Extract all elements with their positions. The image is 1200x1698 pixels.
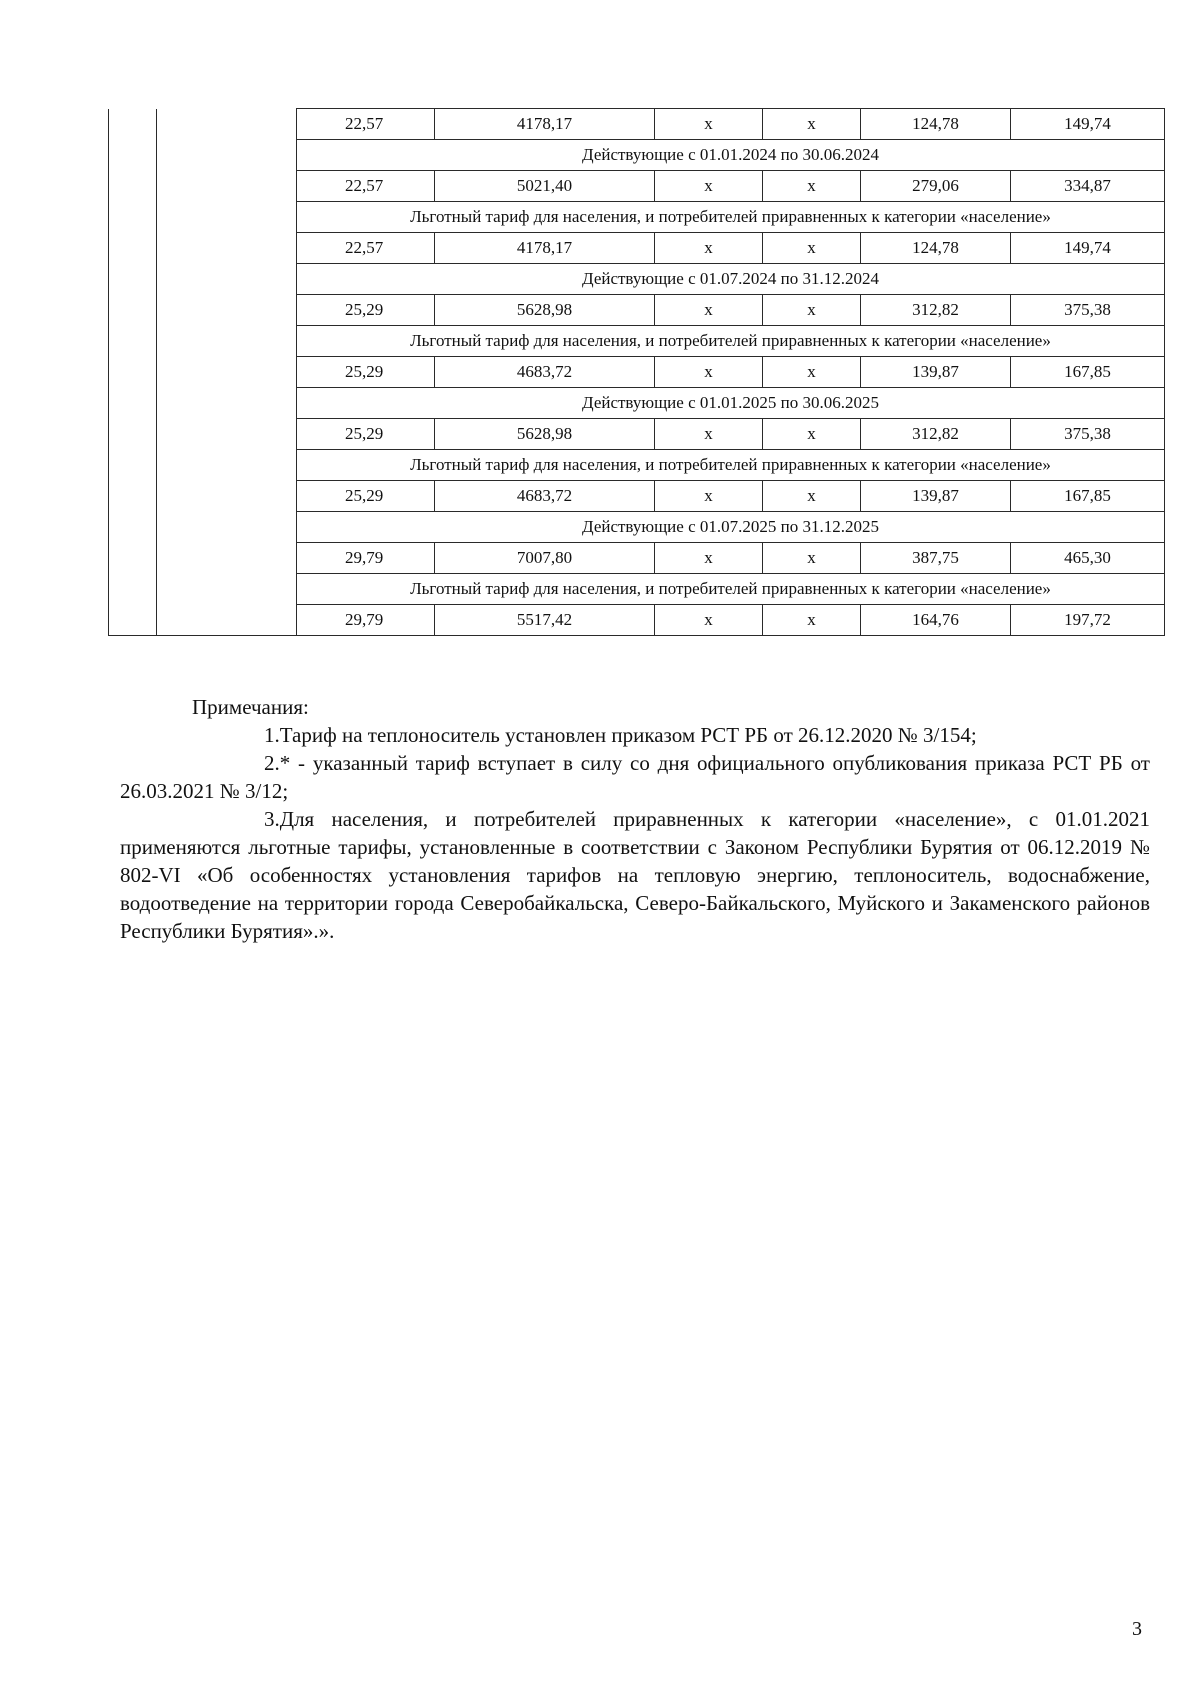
table-side-cell — [157, 264, 297, 295]
table-side-cell — [109, 605, 157, 636]
table-period-header-row — [109, 450, 1165, 481]
note-number: 2. — [264, 751, 280, 775]
table-period-header-row — [109, 388, 1165, 419]
table-cell-v2: 4178,17 — [435, 233, 655, 264]
table-cell-v5: 139,87 — [861, 481, 1011, 512]
table-cell-v2: 4683,72 — [435, 481, 655, 512]
page-number: 3 — [1132, 1618, 1142, 1640]
table-cell-v4: х — [763, 233, 861, 264]
table-period-header-row — [109, 574, 1165, 605]
table-cell-v1: 22,57 — [297, 233, 435, 264]
table-cell-v6: 465,30 — [1011, 543, 1165, 574]
table-cell-v3: х — [655, 605, 763, 636]
table-side-cell — [109, 233, 157, 264]
note-number: 1. — [264, 723, 280, 747]
table-side-cell — [109, 543, 157, 574]
table-row — [109, 109, 1165, 140]
table-cell-v6: 197,72 — [1011, 605, 1165, 636]
period-header-cell: Льготный тариф для населения, и потребителей приравненных к категории «население» — [297, 450, 1165, 481]
tariff-table-body — [109, 109, 1165, 636]
table-row — [109, 605, 1165, 636]
table-cell-v4: х — [763, 295, 861, 326]
table-row — [109, 419, 1165, 450]
table-period-header-row — [109, 264, 1165, 295]
table-cell-v5: 124,78 — [861, 233, 1011, 264]
table-cell-v1: 22,57 — [297, 109, 435, 140]
table-side-cell — [109, 388, 157, 419]
table-cell-v3: х — [655, 419, 763, 450]
table-cell-v6: 167,85 — [1011, 481, 1165, 512]
note-text: Тариф на теплоноситель установлен приказом РСТ РБ от 26.12.2020 № 3/154; — [279, 723, 977, 747]
table-side-cell — [109, 202, 157, 233]
table-side-cell — [157, 419, 297, 450]
table-cell-v6: 149,74 — [1011, 233, 1165, 264]
table-row — [109, 543, 1165, 574]
table-cell-v3: х — [655, 543, 763, 574]
table-cell-v4: х — [763, 109, 861, 140]
table-cell-v1: 25,29 — [297, 481, 435, 512]
table-side-cell — [157, 512, 297, 543]
table-row — [109, 481, 1165, 512]
table-cell-v2: 5517,42 — [435, 605, 655, 636]
table-cell-v3: х — [655, 233, 763, 264]
table-cell-v6: 375,38 — [1011, 419, 1165, 450]
table-cell-v4: х — [763, 605, 861, 636]
table-side-cell — [157, 233, 297, 264]
table-cell-v1: 25,29 — [297, 295, 435, 326]
table-cell-v5: 164,76 — [861, 605, 1011, 636]
table-side-cell — [157, 481, 297, 512]
table-side-cell — [109, 171, 157, 202]
table-period-header-row — [109, 512, 1165, 543]
table-side-cell — [157, 171, 297, 202]
table-cell-v1: 22,57 — [297, 171, 435, 202]
table-cell-v6: 167,85 — [1011, 357, 1165, 388]
table-cell-v2: 5628,98 — [435, 419, 655, 450]
table-side-cell — [157, 543, 297, 574]
table-cell-v3: х — [655, 295, 763, 326]
period-header-cell: Льготный тариф для населения, и потребителей приравненных к категории «население» — [297, 326, 1165, 357]
table-row — [109, 295, 1165, 326]
period-header-cell: Действующие с 01.01.2024 по 30.06.2024 — [297, 140, 1165, 171]
table-cell-v1: 25,29 — [297, 357, 435, 388]
table-cell-v2: 7007,80 — [435, 543, 655, 574]
table-side-cell — [109, 419, 157, 450]
table-cell-v5: 124,78 — [861, 109, 1011, 140]
table-side-cell — [157, 109, 297, 140]
table-cell-v4: х — [763, 357, 861, 388]
table-side-cell — [157, 605, 297, 636]
table-side-cell — [109, 450, 157, 481]
table-side-cell — [157, 140, 297, 171]
table-cell-v6: 334,87 — [1011, 171, 1165, 202]
period-header-cell: Льготный тариф для населения, и потребителей приравненных к категории «население» — [297, 202, 1165, 233]
period-header-cell: Льготный тариф для населения, и потребителей приравненных к категории «население» — [297, 574, 1165, 605]
table-side-cell — [157, 357, 297, 388]
table-side-cell — [109, 512, 157, 543]
period-header-cell: Действующие с 01.07.2024 по 31.12.2024 — [297, 264, 1165, 295]
table-period-header-row — [109, 140, 1165, 171]
table-cell-v1: 29,79 — [297, 543, 435, 574]
note-item-1 — [120, 721, 1150, 749]
table-side-cell — [157, 326, 297, 357]
tariff-table — [108, 108, 1165, 636]
table-cell-v5: 312,82 — [861, 295, 1011, 326]
table-side-cell — [109, 295, 157, 326]
table-side-cell — [157, 202, 297, 233]
notes-title: Примечания: — [192, 695, 309, 719]
table-cell-v6: 375,38 — [1011, 295, 1165, 326]
period-header-cell: Действующие с 01.01.2025 по 30.06.2025 — [297, 388, 1165, 419]
note-item-3 — [120, 805, 1150, 945]
table-cell-v5: 312,82 — [861, 419, 1011, 450]
table-cell-v3: х — [655, 481, 763, 512]
table-cell-v5: 279,06 — [861, 171, 1011, 202]
table-side-cell — [157, 574, 297, 605]
table-cell-v2: 5628,98 — [435, 295, 655, 326]
table-row — [109, 357, 1165, 388]
table-cell-v4: х — [763, 481, 861, 512]
table-cell-v5: 139,87 — [861, 357, 1011, 388]
period-header-cell: Действующие с 01.07.2025 по 31.12.2025 — [297, 512, 1165, 543]
table-cell-v2: 4683,72 — [435, 357, 655, 388]
table-side-cell — [109, 140, 157, 171]
table-side-cell — [109, 326, 157, 357]
table-side-cell — [109, 481, 157, 512]
table-side-cell — [157, 450, 297, 481]
table-cell-v4: х — [763, 419, 861, 450]
note-number: 3. — [264, 807, 280, 831]
table-cell-v1: 25,29 — [297, 419, 435, 450]
table-period-header-row — [109, 202, 1165, 233]
table-cell-v4: х — [763, 543, 861, 574]
table-side-cell — [109, 109, 157, 140]
note-text: * - указанный тариф вступает в силу со дня официального опубликования приказа РСТ РБ от 26.03.2021 № 3/12; — [120, 751, 1150, 803]
notes-section — [120, 693, 1150, 945]
table-side-cell — [109, 574, 157, 605]
table-side-cell — [109, 357, 157, 388]
table-row — [109, 171, 1165, 202]
table-cell-v3: х — [655, 109, 763, 140]
table-cell-v3: х — [655, 357, 763, 388]
table-cell-v3: х — [655, 171, 763, 202]
table-cell-v2: 4178,17 — [435, 109, 655, 140]
note-text: Для населения, и потребителей приравненных к категории «население», с 01.01.2021 применяются льготные тарифы, установленные в соответствии с Законом Республики Бурятия от 06.12.2019 № 802-VI «Об особенностях установления тарифов на тепловую энергию, теплоноситель, водоснабжение, водоотведение на территории города Северобайкальска, Северо-Байкальского, Муйского и Закаменского районов Республики Бурятия».». — [120, 807, 1150, 943]
table-side-cell — [157, 388, 297, 419]
table-side-cell — [109, 264, 157, 295]
table-cell-v2: 5021,40 — [435, 171, 655, 202]
table-row — [109, 233, 1165, 264]
table-cell-v4: х — [763, 171, 861, 202]
table-cell-v6: 149,74 — [1011, 109, 1165, 140]
note-item-2 — [120, 749, 1150, 805]
table-cell-v1: 29,79 — [297, 605, 435, 636]
table-cell-v5: 387,75 — [861, 543, 1011, 574]
table-side-cell — [157, 295, 297, 326]
table-period-header-row — [109, 326, 1165, 357]
